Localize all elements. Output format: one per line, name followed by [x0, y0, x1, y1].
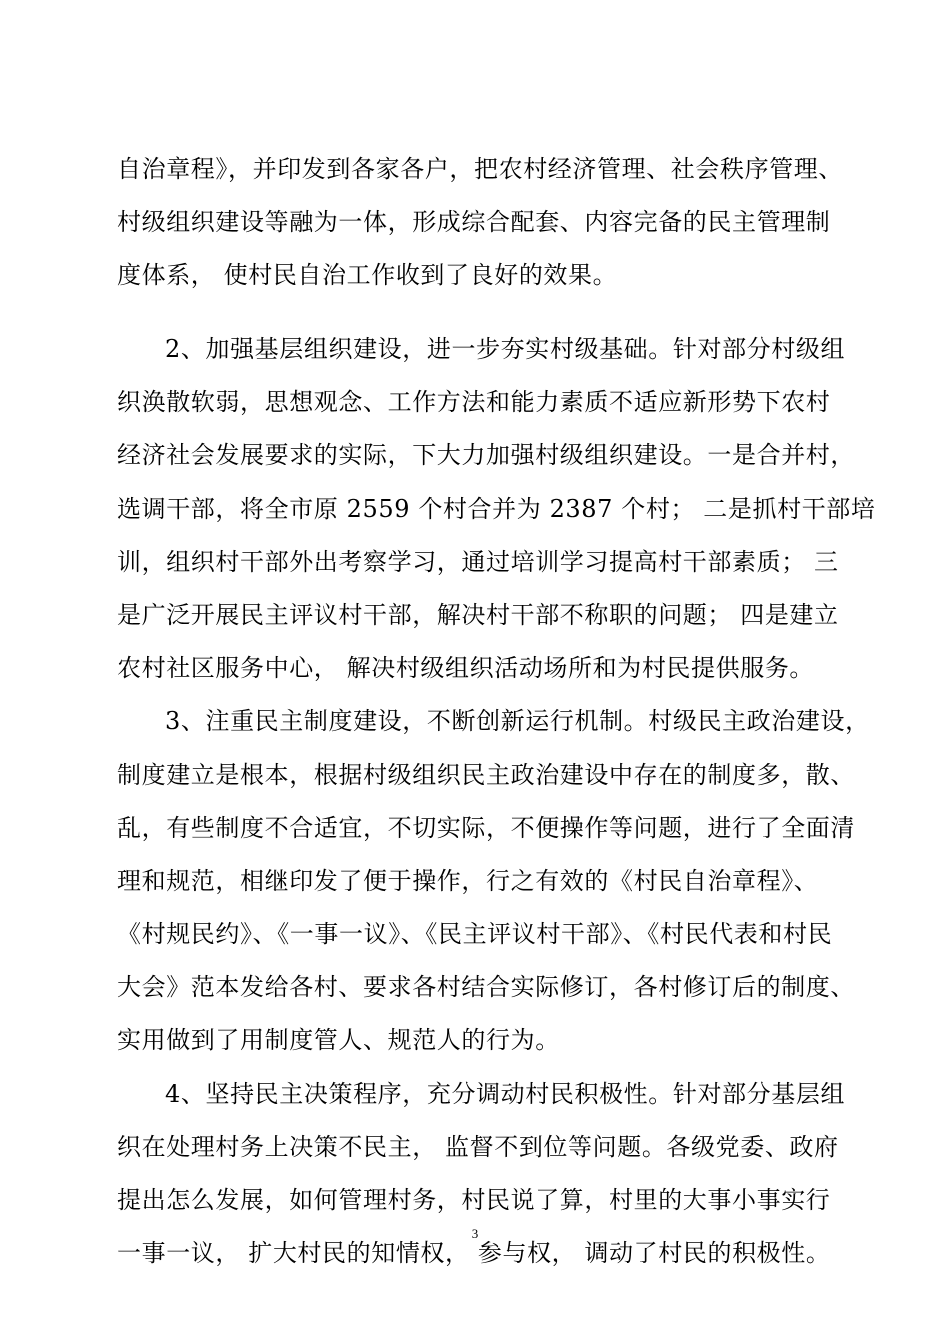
- text-line: 制度建立是根本，根据村级组织民主政治建设中存在的制度多，散、: [117, 760, 855, 789]
- paragraph-continued: [117, 143, 843, 303]
- text-line: 村级组织建设等融为一体，形成综合配套、内容完备的民主管理制: [117, 208, 831, 237]
- text-line: 自治章程》，并印发到各家各户，把农村经济管理、社会秩序管理、: [117, 155, 843, 183]
- text-line: 农村社区服务中心， 解决村级组织活动场所和为村民提供服务。: [117, 654, 815, 683]
- text-line: 实用做到了用制度管人、规范人的行为。: [117, 1026, 560, 1055]
- text-line: 是广泛开展民主评议村干部，解决村干部不称职的问题； 四是建立: [117, 600, 839, 629]
- text-line: 一事一议， 扩大村民的知情权， 参与权， 调动了村民的积极性。: [117, 1239, 831, 1268]
- paragraph-2-heading-line: 2、加强基层组织建设，进一步夯实村级基础。针对部分村级组: [165, 335, 846, 363]
- text-line: 提出怎么发展，如何管理村务，村民说了算，村里的大事小事实行: [117, 1186, 831, 1214]
- text-line: 织在处理村务上决策不民主， 监督不到位等问题。各级党委、政府: [117, 1132, 839, 1161]
- text-line: 度体系， 使村民自治工作收到了良好的效果。: [117, 261, 618, 290]
- section-body: [117, 323, 876, 1280]
- text-line: 理和规范，相继印发了便于操作，行之有效的《村民自治章程》、: [117, 866, 819, 895]
- paragraph-4-heading-line: 4、坚持民主决策程序，充分调动村民积极性。针对部分基层组: [165, 1079, 846, 1108]
- text-line: 选调干部，将全市原 2559 个村合并为 2387 个村； 二是抓村干部培: [117, 494, 876, 523]
- text-line: 训，组织村干部外出考察学习，通过培训学习提高村干部素质； 三: [117, 547, 839, 576]
- paragraph-3-heading-line: 3、注重民主制度建设，不断创新运行机制。村级民主政治建设，: [165, 707, 870, 736]
- text-line: 《村规民约》、《一事一议》、《民主评议村干部》、《村民代表和村民: [117, 920, 833, 949]
- text-line: 织涣散软弱，思想观念、工作方法和能力素质不适应新形势下农村: [117, 388, 831, 417]
- text-line: 大会》范本发给各村、要求各村结合实际修订，各村修订后的制度、: [117, 973, 855, 1002]
- page-number: 3: [471, 1226, 479, 1241]
- text-line: 经济社会发展要求的实际，下大力加强村级组织建设。一是合并村，: [117, 441, 855, 470]
- text-line: 乱，有些制度不合适宜，不切实际，不便操作等问题，进行了全面清: [117, 813, 855, 842]
